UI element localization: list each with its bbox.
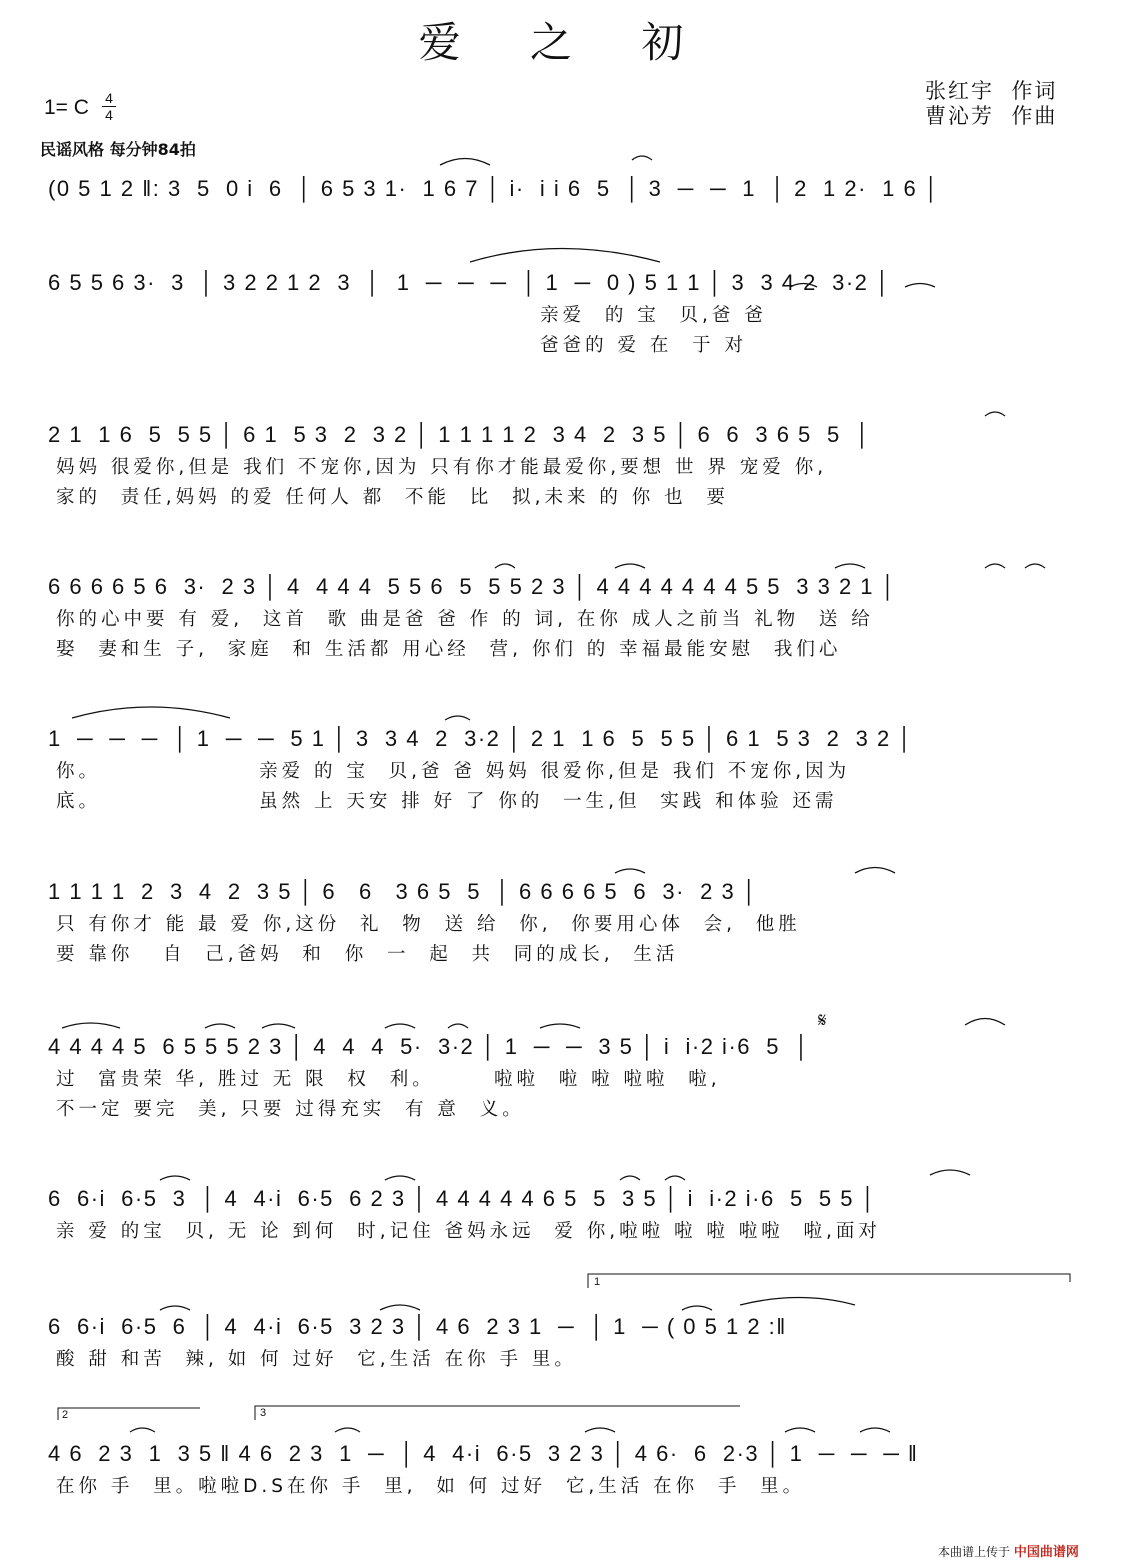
lyric-line: 底。 虽然 上 天安 排 好 了 你的 一生,但 实践 和体验 还需	[56, 791, 838, 812]
notation-line: 6 5 5 6 3· 3 │ 3 2 2 1 2 3 │ 1 ─ ─ ─ │ 1 ─ 0 ) 5 1 1 │ 3 3 4 2 3·2 │	[48, 270, 892, 295]
lyric-line: 亲爱 的 宝 贝,爸 爸	[56, 305, 767, 326]
lyric-line: 不一定 要完 美, 只要 过得充实 有 意 义。	[56, 1099, 525, 1120]
notation-line: 6 6·i 6·5 6 │ 4 4·i 6·5 3 2 3 │ 4 6 2 3 1 ─ │ 1 ─ ( 0 5 1 2 :‖	[48, 1314, 787, 1339]
volta-third-label: 3	[260, 1407, 267, 1419]
lyric-line: 酸 甜 和苦 辣, 如 何 过好 它,生活 在你 手 里。	[56, 1349, 577, 1370]
song-title: 爱 之 初	[418, 18, 712, 67]
volta-first-label: 1	[594, 1276, 601, 1288]
notation-line: 4 4 4 4 5 6 5 5 5 2 3 │ 4 4 4 5· 3·2 │ 1 ─ ─ 3 5 │ i i·2 i·6 5 │	[48, 1034, 811, 1059]
lyric-line: 亲 爱 的宝 贝, 无 论 到何 时,记住 爸妈永远 爱 你,啦啦 啦 啦 啦啦 啦,面对	[56, 1221, 881, 1242]
lyric-line: 要 靠你 自 己,爸妈 和 你 一 起 共 同的成长, 生活	[56, 944, 679, 965]
notation-line: 1 ─ ─ ─ │ 1 ─ ─ 5 1 │ 3 3 4 2 3·2 │ 2 1 1 6 5 5 5 │ 6 1 5 3 2 3 2 │	[48, 726, 914, 751]
lyricist-credit: 张红宇 作词	[925, 79, 1058, 103]
notation-line: 6 6·i 6·5 3 │ 4 4·i 6·5 6 2 3 │ 4 4 4 4 4 6 5 5 3 5 │ i i·2 i·6 5 5 5 │	[48, 1186, 877, 1211]
time-signature-top: 4	[105, 90, 113, 106]
footer-text: 本曲谱上传于	[938, 1545, 1011, 1559]
lyric-line: 爸爸的 爱 在 于 对	[56, 335, 748, 356]
notation-line: 6 6 6 6 5 6 3· 2 3 │ 4 4 4 4 5 5 6 5 5 5 2 3 │ 4 4 4 4 4 4 4 5 5 3 3 2 1 │	[48, 574, 897, 599]
footer-brand-logo: 中国曲谱网	[1013, 1545, 1079, 1560]
time-signature-bottom: 4	[105, 107, 113, 123]
notation-line: 2 1 1 6 5 5 5 │ 6 1 5 3 2 3 2 │ 1 1 1 1 2 3 4 2 3 5 │ 6 6 3 6 5 5 │	[48, 422, 872, 447]
notation-line: 1 1 1 1 2 3 4 2 3 5 │ 6 6 3 6 5 5 │ 6 6 6 6 5 6 3· 2 3 │	[48, 879, 759, 904]
volta-second-label: 2	[62, 1409, 69, 1421]
lyric-line: 只 有你才 能 最 爱 你,这份 礼 物 送 给 你, 你要用心体 会, 他胜	[56, 914, 801, 935]
key-signature: 1= C	[44, 96, 89, 119]
footer-credit	[938, 1541, 1079, 1560]
segno-sign: 𝄋	[818, 1008, 827, 1032]
notation-line: (0 5 1 2 ‖: 3 5 0 i 6 │ 6 5 3 1· 1 6 7 │ i· i i 6 5 │ 3 ─ ─ 1 │ 2 1 2· 1 6 │	[48, 176, 941, 201]
lyric-line: 你。 亲爱 的 宝 贝,爸 爸 妈妈 很爱你,但是 我们 不宠你,因为	[56, 761, 851, 782]
composer-credit: 曹沁芳 作曲	[925, 104, 1058, 128]
tempo-marking: 民谣风格 每分钟84拍	[40, 140, 196, 159]
lyric-line: 过 富贵荣 华, 胜过 无 限 权 利。 啦啦 啦 啦 啦啦 啦,	[56, 1069, 721, 1090]
lyric-line: 妈妈 很爱你,但是 我们 不宠你,因为 只有你才能最爱你,要想 世 界 宠爱 你,	[56, 457, 828, 478]
lyric-line: 你的心中要 有 爱, 这首 歌 曲是爸 爸 作 的 词, 在你 成人之前当 礼物 送 给	[56, 609, 874, 630]
notation-line: 4 6 2 3 1 3 5 ‖ 4 6 2 3 1 ─ │ 4 4·i 6·5 3 2 3 │ 4 6· 6 2·3 │ 1 ─ ─ ─ ‖	[48, 1441, 919, 1466]
lyric-line: 娶 妻和生 子, 家庭 和 生活都 用心经 营, 你们 的 幸福最能安慰 我们心	[56, 639, 842, 660]
lyric-line: 家的 责任,妈妈 的爱 任何人 都 不能 比 拟,未来 的 你 也 要	[56, 487, 729, 508]
lyric-line: 在你 手 里。啦啦D.S在你 手 里, 如 何 过好 它,生活 在你 手 里。	[56, 1476, 806, 1497]
